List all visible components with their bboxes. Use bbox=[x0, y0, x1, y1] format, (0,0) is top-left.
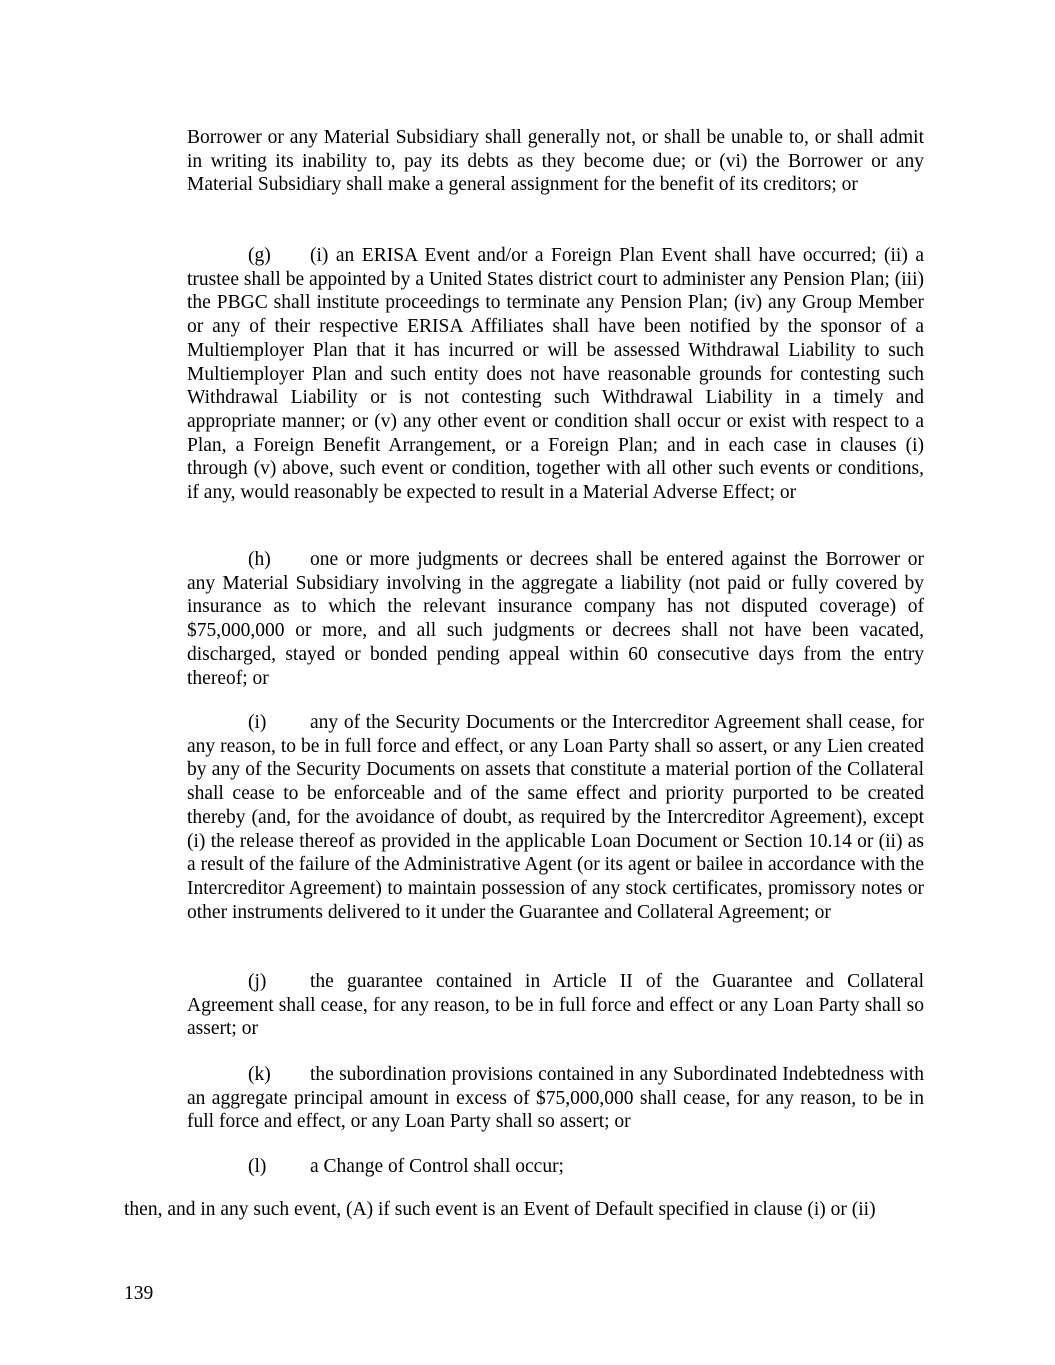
continuation-text: Borrower or any Material Subsidiary shall generally not, or shall be unable to, or shall admit in writing its inability to, pay its debts as they become due; or (vi) the Borrower or any Material Subsidiary shall make a general assignment for the benefit of its creditors; or bbox=[187, 127, 924, 196]
clause-l-label: (l) bbox=[248, 1156, 267, 1177]
clause-h-text: one or more judgments or decrees shall be entered against the Borrower or any Material Subsidiary involving in the aggregate a liability (not paid or fully covered by insurance as to which the relevant insurance company has not disputed coverage) of $75,000,000 or more, and all such judgments or decrees shall not have been vacated, discharged, stayed or bonded pending appeal within 60 consecutive days from the entry thereof; or bbox=[187, 549, 924, 689]
page-number: 139 bbox=[124, 1283, 154, 1304]
clause-i-label: (i) bbox=[248, 712, 267, 733]
clause-j-text: the guarantee contained in Article II of the Guarantee and Collateral Agreement shall cease, for any reason, to be in full force and effect or any Loan Party shall so assert; or bbox=[187, 971, 924, 1040]
closing-paragraph bbox=[124, 1198, 924, 1222]
clause-l-text: a Change of Control shall occur; bbox=[310, 1156, 564, 1177]
clause-g-text: (i) an ERISA Event and/or a Foreign Plan Event shall have occurred; (ii) a trustee shall be appointed by a United States district court to administer any Pension Plan; (iii) the PBGC shall institute proceedings to terminate any Pension Plan; (iv) any Group Member or any of their respective ERISA Affiliates shall have been notified by the sponsor of a Multiemployer Plan that it has incurred or will be assessed Withdrawal Liability to such Multiemployer Plan and such entity does not have reasonable grounds for contesting such Withdrawal Liability or is not contesting such Withdrawal Liability in a timely and appropriate manner; or (v) any other event or condition shall occur or exist with respect to a Plan, a Foreign Benefit Arrangement, or a Foreign Plan; and in each case in clauses (i) through (v) above, such event or condition, together with all other such events or conditions, if any, would reasonably be expected to result in a Material Adverse Effect; or bbox=[187, 245, 924, 504]
clause-j-label: (j) bbox=[248, 971, 267, 992]
clause-h-label: (h) bbox=[248, 549, 271, 570]
clause-h-paragraph bbox=[187, 548, 924, 690]
clause-i-text: any of the Security Documents or the Intercreditor Agreement shall cease, for any reason, to be in full force and effect, or any Loan Party shall so assert, or any Lien created by any of the Security Documents on assets that constitute a material portion of the Collateral shall cease to be enforceable and of the same effect and priority purported to be created thereby (and, for the avoidance of doubt, as required by the Intercreditor Agreement), except (i) the release thereof as provided in the applicable Loan Document or Section 10.14 or (ii) as a result of the failure of the Administrative Agent (or its agent or bailee in accordance with the Intercreditor Agreement) to maintain possession of any stock certificates, promissory notes or other instruments delivered to it under the Guarantee and Collateral Agreement; or bbox=[187, 712, 924, 923]
closing-text: then, and in any such event, (A) if such event is an Event of Default specified in clause (i) or (ii) bbox=[124, 1199, 876, 1220]
clause-k-text: the subordination provisions contained in any Subordinated Indebtedness with an aggregate principal amount in excess of $75,000,000 shall cease, for any reason, to be in full force and effect, or any Loan Party shall so assert; or bbox=[187, 1064, 924, 1133]
continuation-paragraph bbox=[187, 126, 924, 197]
clause-k-label: (k) bbox=[248, 1064, 271, 1085]
clause-i-paragraph bbox=[187, 711, 924, 924]
clause-l-paragraph bbox=[187, 1155, 924, 1179]
clause-j-paragraph bbox=[187, 970, 924, 1041]
clause-g-label: (g) bbox=[248, 245, 271, 266]
clause-g-paragraph bbox=[187, 244, 924, 505]
clause-k-paragraph bbox=[187, 1063, 924, 1134]
